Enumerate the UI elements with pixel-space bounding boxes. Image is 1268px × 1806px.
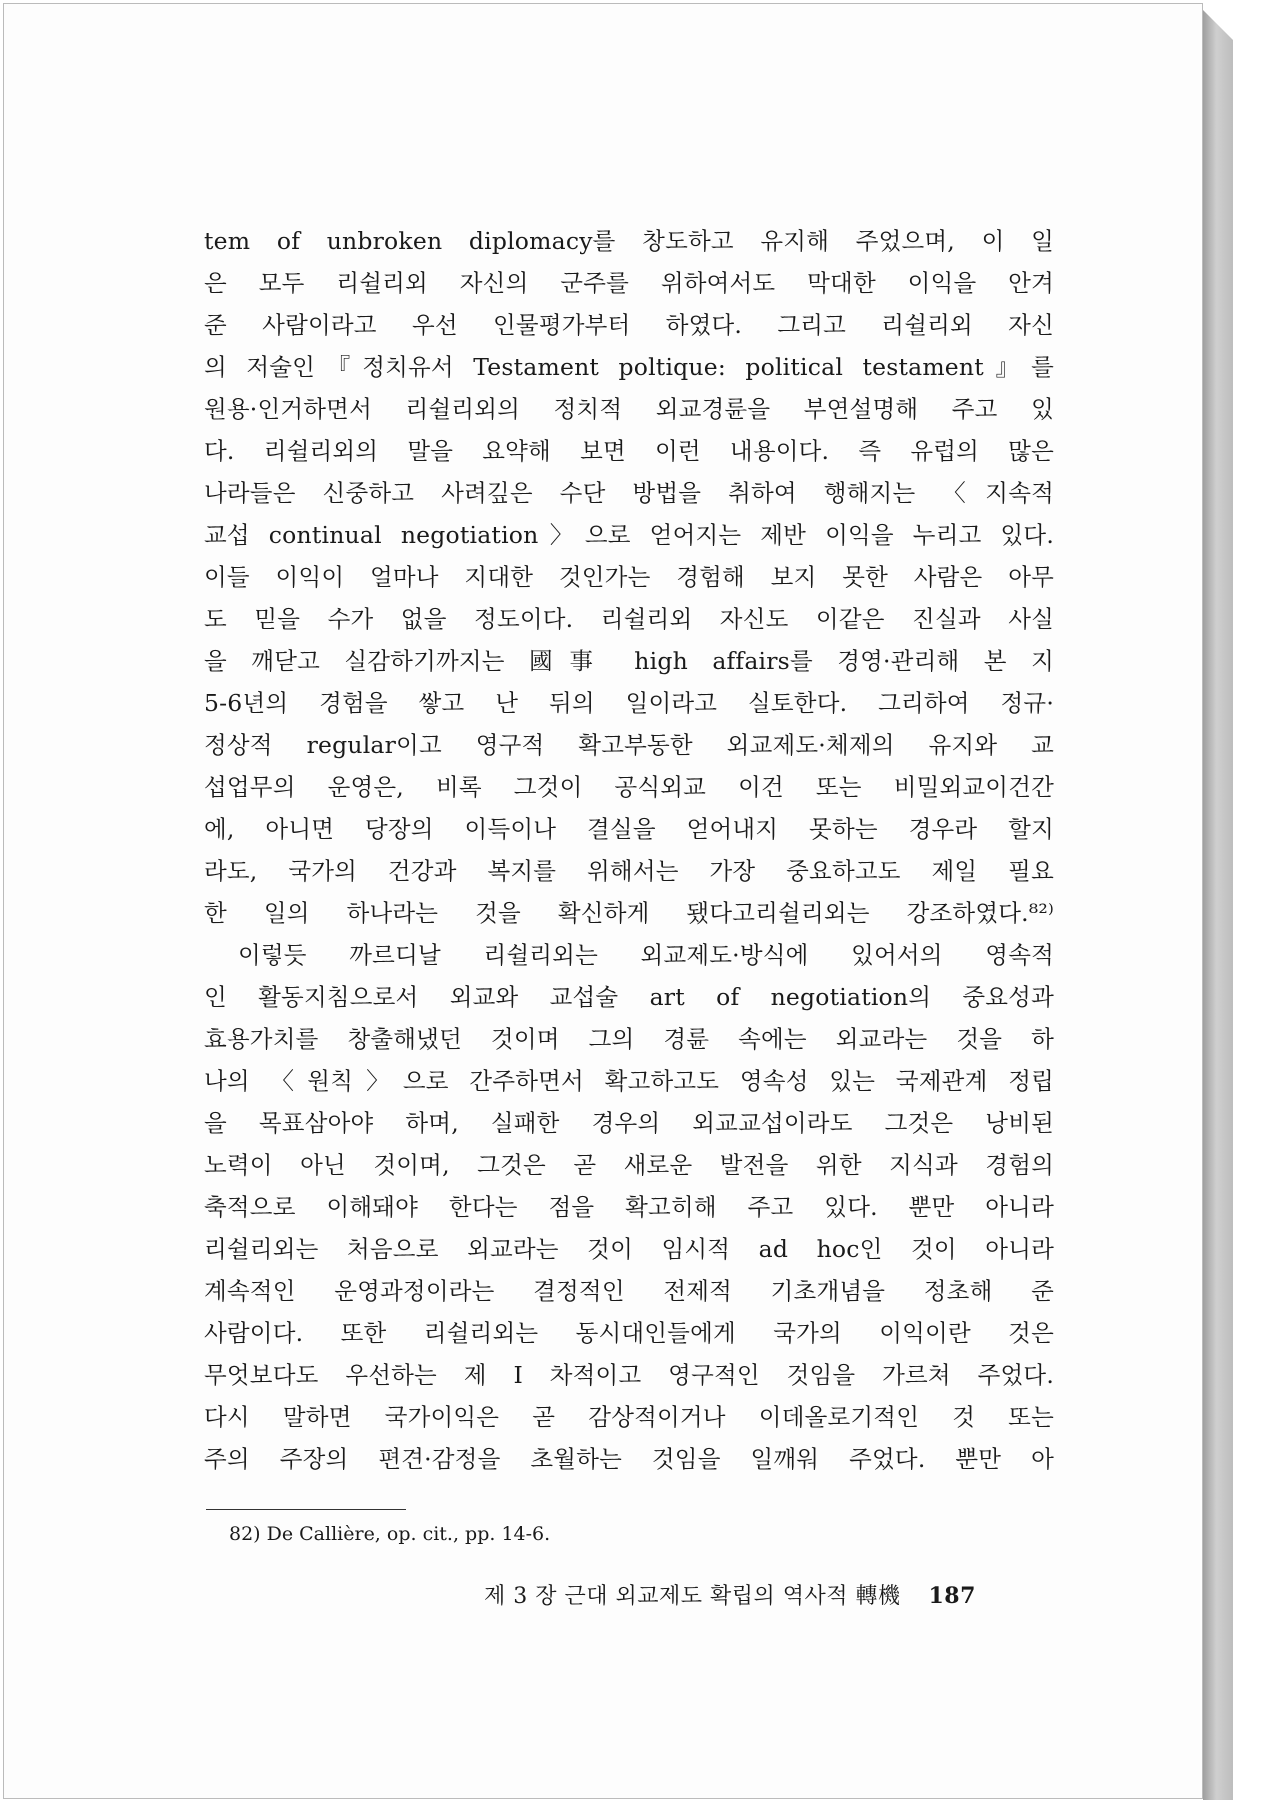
text-line: 노력이 아닌 것이며, 그것은 곧 새로운 발전을 위한 지식과 경험의 <box>204 1151 1054 1179</box>
text-line: 한 일의 하나라는 것을 확신하게 됐다고리쉴리외는 강조하였다.⁸²⁾ <box>204 899 1054 927</box>
text-line: 은 모두 리쉴리외 자신의 군주를 위하여서도 막대한 이익을 안겨 <box>204 269 1054 297</box>
text-line: 섭업무의 운영은, 비록 그것이 공식외교 이건 또는 비밀외교이건간 <box>204 773 1054 801</box>
text-line: 다. 리쉴리외의 말을 요약해 보면 이런 내용이다. 즉 유럽의 많은 <box>204 437 1054 465</box>
text-line: 정상적 regular이고 영구적 확고부동한 외교제도·체제의 유지와 교 <box>204 731 1054 759</box>
text-line: tem of unbroken diplomacy를 창도하고 유지해 주었으며, 이 일 <box>204 227 1054 255</box>
paragraph-start-line: 이렇듯 까르디날 리쉴리외는 외교제도·방식에 있어서의 영속적 <box>238 941 1054 969</box>
text-line: 계속적인 운영과정이라는 결정적인 전제적 기초개념을 정초해 준 <box>204 1277 1054 1305</box>
text-line: 을 깨닫고 실감하기까지는 國事 high affairs를 경영·관리해 본 지 <box>204 647 1054 675</box>
chapter-title: 제 3 장 근대 외교제도 확립의 역사적 轉機 <box>484 1584 901 1609</box>
book-page <box>3 3 1203 1799</box>
text-line: 나라들은 신중하고 사려깊은 수단 방법을 취하여 행해지는 〈지속적 <box>204 479 1054 507</box>
text-line: 의 저술인『정치유서 Testament poltique: political testament』를 <box>204 353 1054 381</box>
text-line: 인 활동지침으로서 외교와 교섭술 art of negotiation의 중요성과 <box>204 983 1054 1011</box>
text-line: 다시 말하면 국가이익은 곧 감상적이거나 이데올로기적인 것 또는 <box>204 1403 1054 1431</box>
page-number: 187 <box>928 1583 976 1609</box>
text-line: 라도, 국가의 건강과 복지를 위해서는 가장 중요하고도 제일 필요 <box>204 857 1054 885</box>
text-line: 이들 이익이 얼마나 지대한 것인가는 경험해 보지 못한 사람은 아무 <box>204 563 1054 591</box>
text-line: 무엇보다도 우선하는 제 I 차적이고 영구적인 것임을 가르쳐 주었다. <box>204 1361 1054 1389</box>
text-line: 주의 주장의 편견·감정을 초월하는 것임을 일깨워 주었다. 뿐만 아 <box>204 1445 1055 1473</box>
text-line: 효용가치를 창출해냈던 것이며 그의 경륜 속에는 외교라는 것을 하 <box>204 1025 1054 1053</box>
text-line: 사람이다. 또한 리쉴리외는 동시대인들에게 국가의 이익이란 것은 <box>204 1319 1054 1347</box>
running-footer <box>484 1579 976 1610</box>
text-line: 축적으로 이해돼야 한다는 점을 확고히해 주고 있다. 뿐만 아니라 <box>204 1193 1054 1221</box>
text-line: 을 목표삼아야 하며, 실패한 경우의 외교교섭이라도 그것은 낭비된 <box>204 1109 1054 1137</box>
text-line: 나의 〈원칙〉으로 간주하면서 확고하고도 영속성 있는 국제관계 정립 <box>204 1067 1054 1095</box>
text-line: 원용·인거하면서 리쉴리외의 정치적 외교경륜을 부연설명해 주고 있 <box>204 395 1054 423</box>
text-line: 에, 아니면 당장의 이득이나 결실을 얻어내지 못하는 경우라 할지 <box>204 815 1054 843</box>
body-text <box>204 220 1054 1480</box>
text-line: 도 믿을 수가 없을 정도이다. 리쉴리외 자신도 이같은 진실과 사실 <box>204 605 1054 633</box>
text-line: 교섭 continual negotiation〉으로 얻어지는 제반 이익을 누리고 있다. <box>204 521 1054 549</box>
text-line: 준 사람이라고 우선 인물평가부터 하였다. 그리고 리쉴리외 자신 <box>204 311 1054 339</box>
footnote: 82) De Callière, op. cit., pp. 14-6. <box>229 1523 551 1545</box>
text-line: 리쉴리외는 처음으로 외교라는 것이 임시적 ad hoc인 것이 아니라 <box>204 1235 1054 1263</box>
page-edge-shadow <box>1203 10 1233 1800</box>
footnote-divider <box>206 1509 406 1510</box>
text-line: 5-6년의 경험을 쌓고 난 뒤의 일이라고 실토한다. 그리하여 정규· <box>204 689 1054 717</box>
